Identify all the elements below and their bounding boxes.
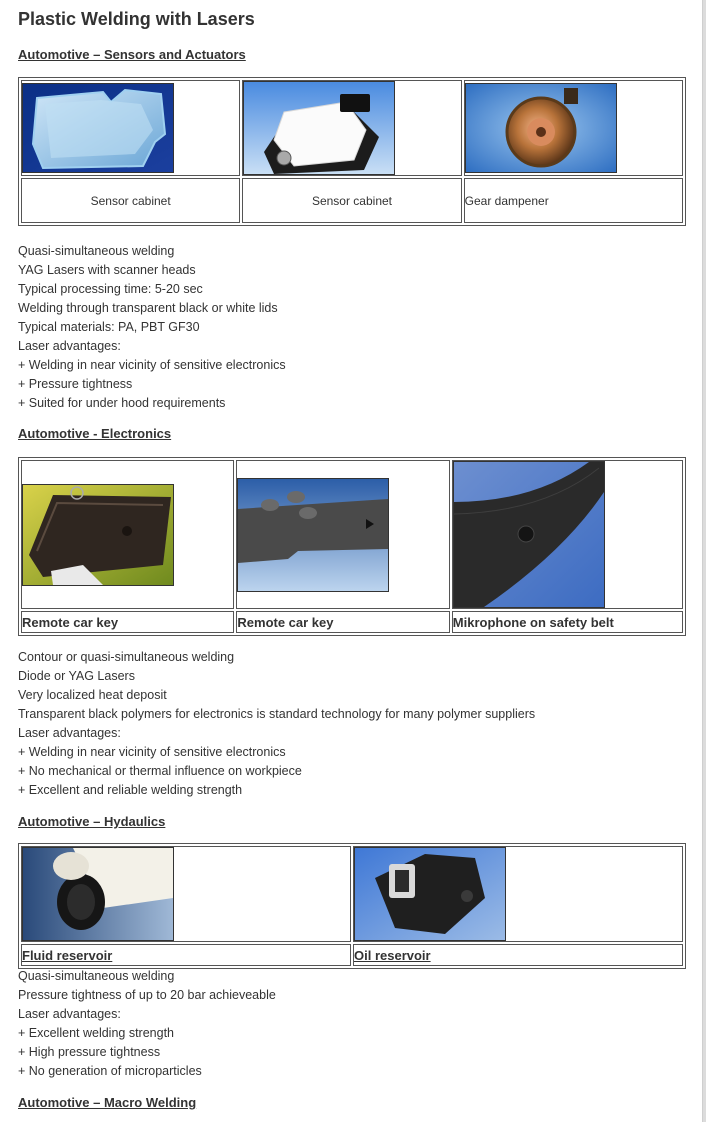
text-line: Quasi-simultaneous welding xyxy=(18,244,175,258)
text-line: Laser advantages: xyxy=(18,1007,121,1021)
gear-dampener-photo xyxy=(465,83,617,173)
image-cell xyxy=(242,80,461,176)
oil-reservoir-photo xyxy=(354,847,506,941)
caption-remote-car-key-2: Remote car key xyxy=(236,611,449,633)
text-line: Very localized heat deposit xyxy=(18,688,167,702)
text-line: + Pressure tightness xyxy=(18,377,133,391)
caption-gear-dampener: Gear dampener xyxy=(464,178,683,223)
caption-sensor-cabinet-2: Sensor cabinet xyxy=(242,178,461,223)
text-line: + Suited for under hood requirements xyxy=(18,396,226,410)
text-line: + Welding in near vicinity of sensitive electronics xyxy=(18,745,286,759)
caption-remote-car-key-1: Remote car key xyxy=(21,611,234,633)
text-line: Laser advantages: xyxy=(18,339,121,353)
sensor-cabinet-photo-1 xyxy=(22,83,174,173)
section-heading-sensors-actuators: Automotive – Sensors and Actuators xyxy=(18,47,246,62)
text-line: Diode or YAG Lasers xyxy=(18,669,135,683)
remote-car-key-photo-2 xyxy=(237,478,389,592)
sensors-description xyxy=(18,242,286,413)
text-line: Welding through transparent black or white lids xyxy=(18,301,278,315)
text-line: Quasi-simultaneous welding xyxy=(18,969,175,983)
sensors-image-table xyxy=(18,77,686,226)
image-cell xyxy=(236,460,449,609)
electronics-description xyxy=(18,648,535,800)
section-heading-electronics: Automotive - Electronics xyxy=(18,426,172,441)
text-line: Pressure tightness of up to 20 bar achieveable xyxy=(18,988,276,1002)
text-line: Contour or quasi-simultaneous welding xyxy=(18,650,235,664)
text-line: + High pressure tightness xyxy=(18,1045,161,1059)
image-cell xyxy=(21,80,240,176)
sensor-cabinet-photo-2 xyxy=(243,81,395,175)
electronics-image-table xyxy=(18,457,686,636)
text-line: YAG Lasers with scanner heads xyxy=(18,263,196,277)
caption-sensor-cabinet-1: Sensor cabinet xyxy=(21,178,240,223)
section-heading-hydraulics: Automotive – Hydaulics xyxy=(18,814,166,829)
remote-car-key-photo-1 xyxy=(22,484,174,586)
mikrophone-safety-belt-photo xyxy=(453,461,605,608)
image-cell xyxy=(21,460,234,609)
text-line: + Excellent welding strength xyxy=(18,1026,174,1040)
caption-oil-reservoir-link[interactable]: Oil reservoir xyxy=(353,944,683,966)
page-title: Plastic Welding with Lasers xyxy=(18,9,255,29)
text-line: Laser advantages: xyxy=(18,726,121,740)
caption-fluid-reservoir-link[interactable]: Fluid reservoir xyxy=(21,944,351,966)
fluid-reservoir-photo xyxy=(22,847,174,941)
section-heading-macro-welding: Automotive – Macro Welding xyxy=(18,1095,197,1110)
image-cell xyxy=(464,80,683,176)
hydraulics-image-table xyxy=(18,843,686,969)
image-cell xyxy=(353,846,683,942)
hydraulics-description xyxy=(18,967,276,1081)
text-line: + No mechanical or thermal influence on workpiece xyxy=(18,764,302,778)
text-line: Typical processing time: 5-20 sec xyxy=(18,282,203,296)
text-line: + Welding in near vicinity of sensitive electronics xyxy=(18,358,286,372)
image-cell xyxy=(452,460,683,609)
caption-mikrophone-safety-belt: Mikrophone on safety belt xyxy=(452,611,683,633)
text-line: Transparent black polymers for electronics is standard technology for many polymer suppliers xyxy=(18,707,536,721)
text-line: + Excellent and reliable welding strength xyxy=(18,783,243,797)
image-cell xyxy=(21,846,351,942)
text-line: + No generation of microparticles xyxy=(18,1064,202,1078)
text-line: Typical materials: PA, PBT GF30 xyxy=(18,320,200,334)
